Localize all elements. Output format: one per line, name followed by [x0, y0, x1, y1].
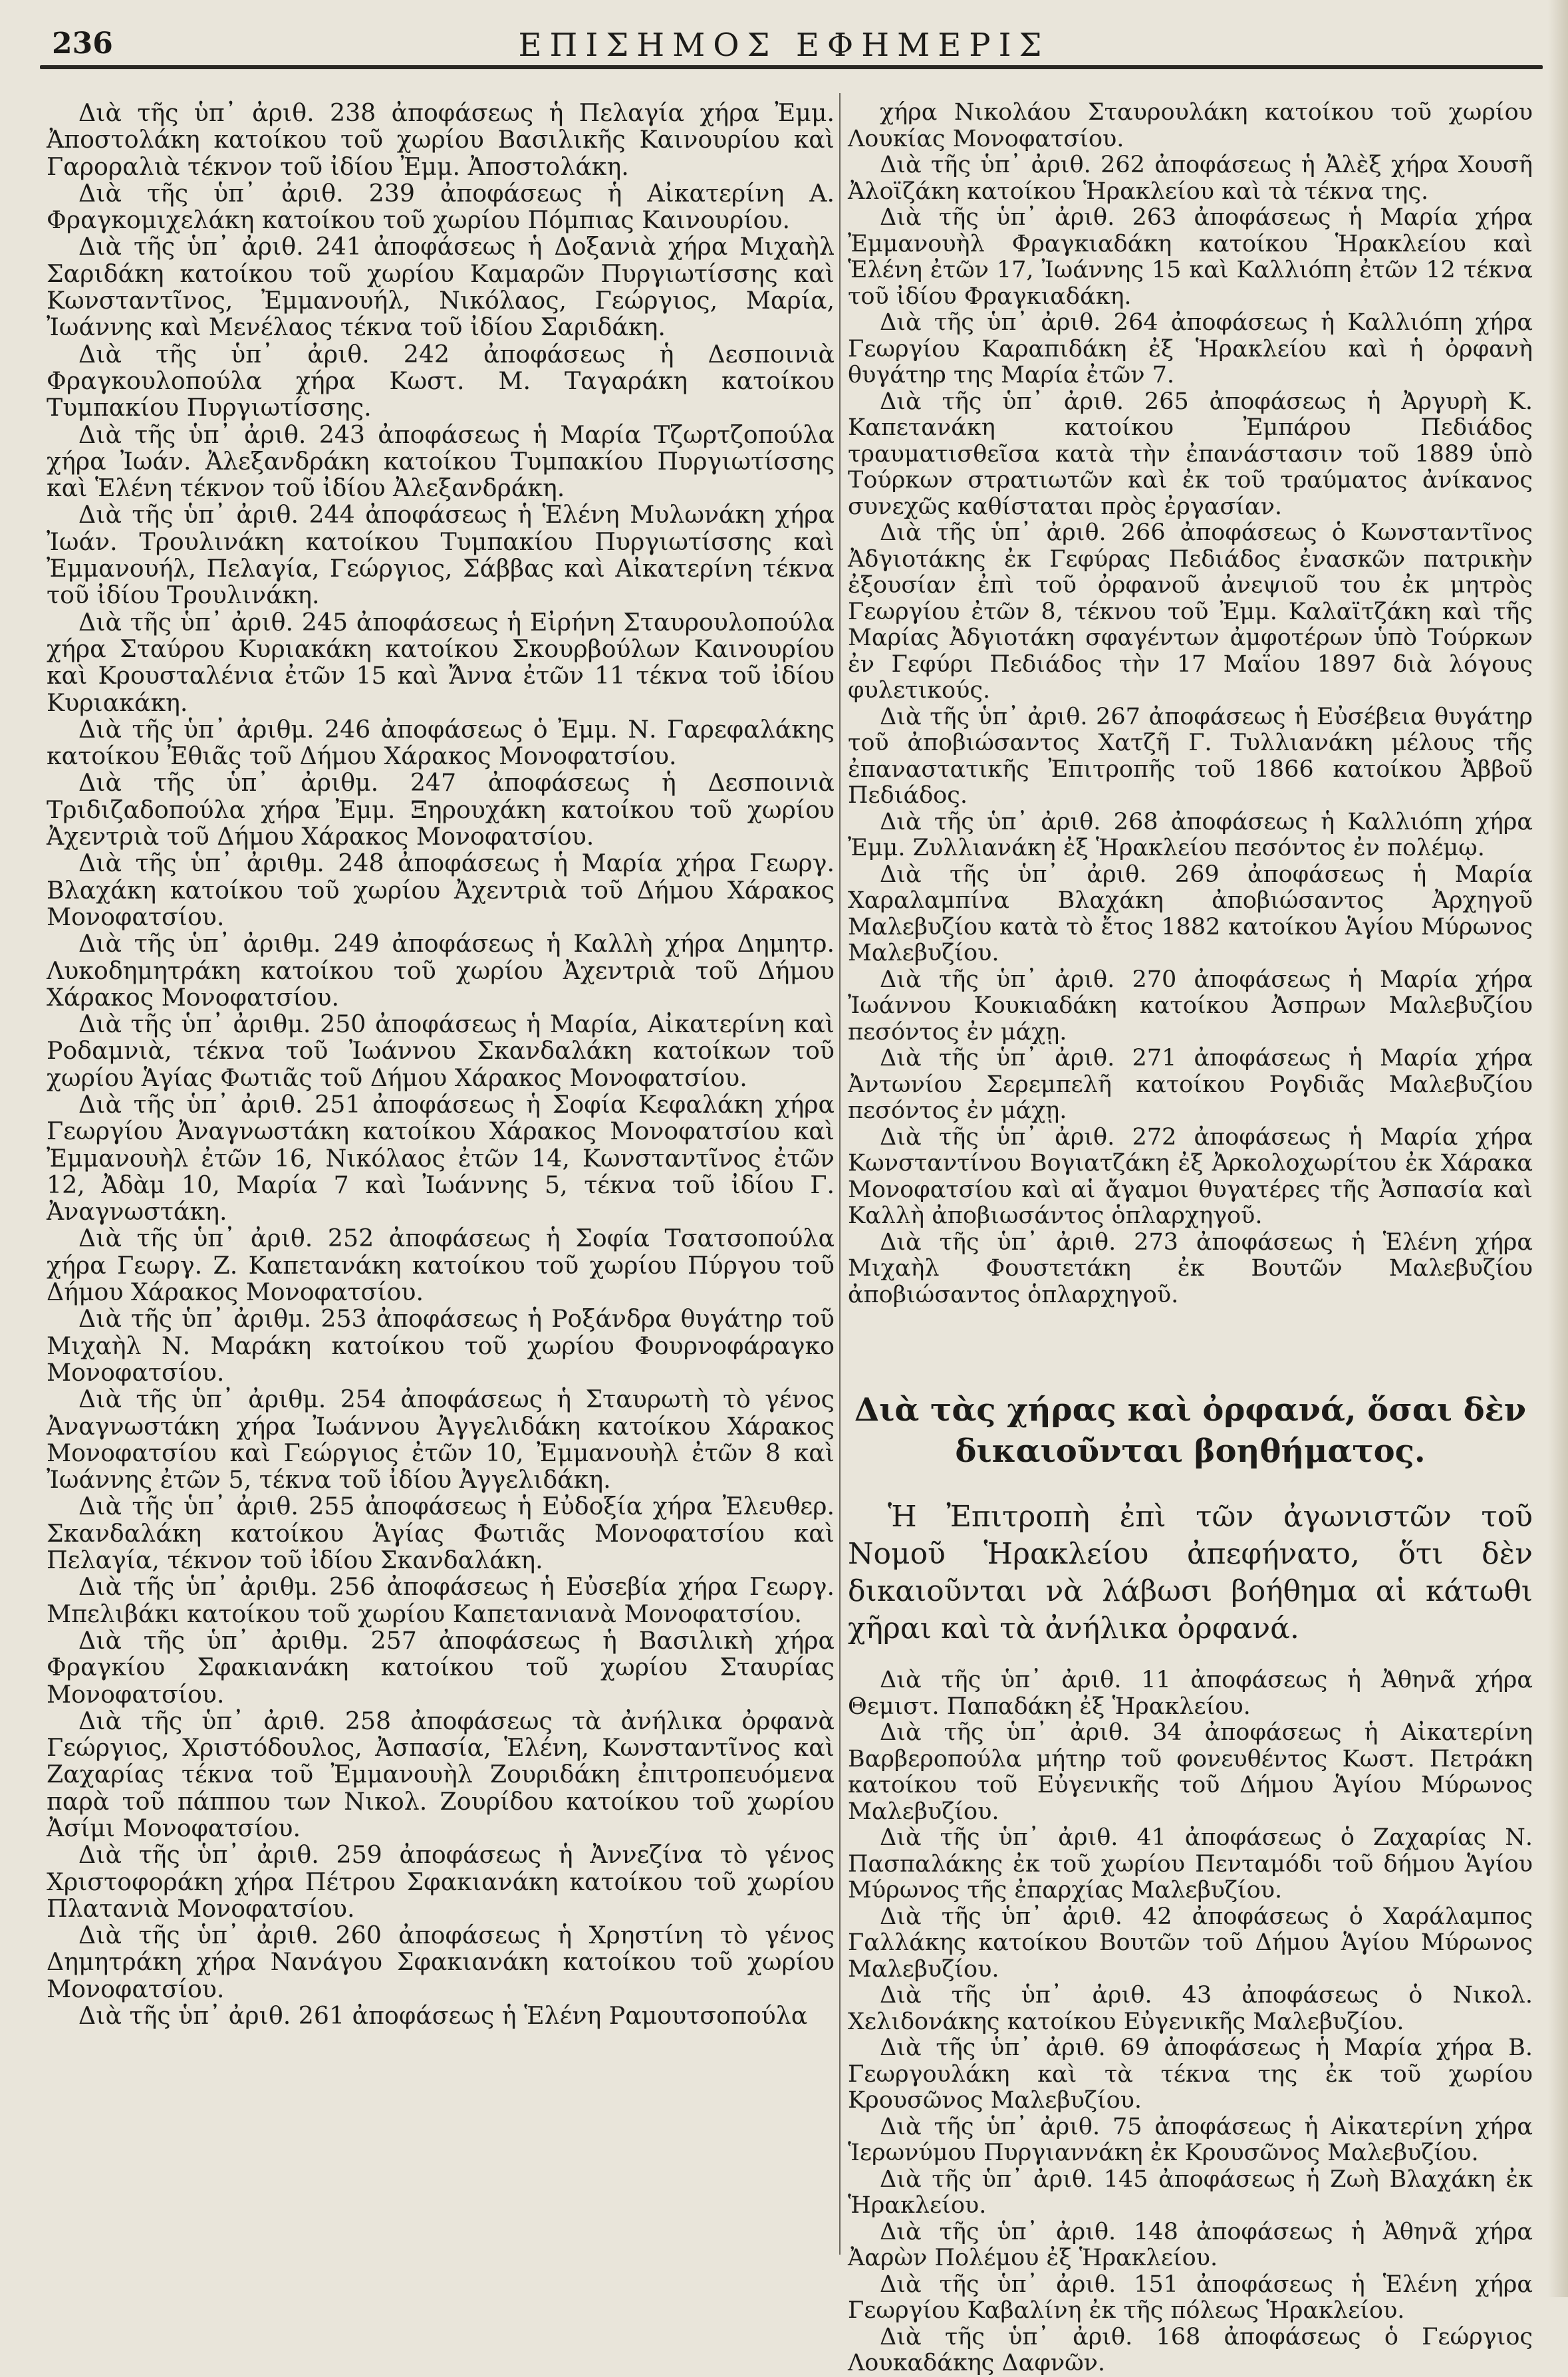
- decision-entry: Διὰ τῆς ὑπ᾿ ἀριθμ. 246 ἀποφάσεως ὁ Ἐμμ. Ν. Γαρεφαλάκης κατοίκου Ἐθιᾶς τοῦ Δήμου Χάρακος Μονοφατσίου.: [47, 714, 835, 771]
- decision-entry: Διὰ τῆς ὑπ᾿ ἀριθ. 239 ἀποφάσεως ἡ Αἰκατερίνη Α. Φραγκομιχελάκη κατοίκου τοῦ χωρίου Πόμπιας Καινουρίου.: [47, 178, 835, 235]
- page-header: [0, 20, 1568, 67]
- decision-entry: Διὰ τῆς ὑπ᾿ ἀριθ. 34 ἀποφάσεως ἡ Αἰκατερίνη Βαρβεροπούλα μήτηρ τοῦ φονευθέντος Κωστ. Πετράκη κατοίκου τοῦ Εὐγενικῆς τοῦ Δήμου Ἁγίου Μύρωνος Μαλεβυζίου.: [848, 1719, 1533, 1825]
- decision-entry: Διὰ τῆς ὑπ᾿ ἀριθ. 151 ἀποφάσεως ἡ Ἑλένη χήρα Γεωργίου Καβαλίνη ἐκ τῆς πόλεως Ἡρακλείου.: [848, 2271, 1533, 2324]
- decision-entry: Διὰ τῆς ὑπ᾿ ἀριθ. 11 ἀποφάσεως ἡ Ἀθηνᾶ χήρα Θεμιστ. Παπαδάκη ἐξ Ἡρακλείου.: [848, 1667, 1533, 1720]
- decision-entry: Διὰ τῆς ὑπ᾿ ἀριθ. 251 ἀποφάσεως ἡ Σοφία Κεφαλάκη χήρα Γεωργίου Ἀναγνωστάκη κατοίκου Χάρακος Μονοφατσίου καὶ Ἐμμανουὴλ ἐτῶν 16, Νικόλαος ἐτῶν 14, Κωνσταντῖνος ἐτῶν 12, Ἀδὰμ 10, Μαρία 7 καὶ Ἰωάννης 5, τέκνα τοῦ ἰδίου Γ. Ἀναγνωστάκη.: [47, 1089, 835, 1226]
- decision-entry: Διὰ τῆς ὑπ᾿ ἀριθ. 271 ἀποφάσεως ἡ Μαρία χήρα Ἀντωνίου Σερεμπελῆ κατοίκου Ρογδιᾶς Μαλεβυζίου πεσόντος ἐν μάχῃ.: [848, 1045, 1533, 1124]
- decision-entry: Διὰ τῆς ὑπ᾿ ἀριθ. 238 ἀποφάσεως ἡ Πελαγία χήρα Ἐμμ. Ἀποστολάκη κατοίκου τοῦ χωρίου Βασιλικῆς Καινουρίου καὶ Γαροραλιὰ τέκνον τοῦ ἰδίου Ἐμμ. Ἀποστολάκη.: [47, 98, 835, 181]
- decision-entry: Διὰ τῆς ὑπ᾿ ἀριθ. 69 ἀποφάσεως ἡ Μαρία χήρα Β. Γεωργουλάκη καὶ τὰ τέκνα της ἐκ τοῦ χωρίου Κρουσῶνος Μαλεβυζίου.: [848, 2034, 1533, 2114]
- decision-entry: Διὰ τῆς ὑπ᾿ ἀριθ. 266 ἀποφάσεως ὁ Κωνσταντῖνος Ἀδγιοτάκης ἐκ Γεφύρας Πεδιάδος ἐνασκῶν πατρικὴν ἐξουσίαν ἐπὶ τοῦ ὀρφανοῦ ἀνεψιοῦ του ἐκ μητρὸς Γεωργίου ἐτῶν 8, τέκνου τοῦ Ἐμμ. Καλαϊτζάκη καὶ τῆς Μαρίας Ἀδγιοτάκη σφαγέντων ἀμφοτέρων ὑπὸ Τούρκων ἐν Γεφύρι Πεδιάδος τὴν 17 Μαΐου 1897 διὰ λόγους φυλετικούς.: [848, 519, 1533, 704]
- decision-entry: Διὰ τῆς ὑπ᾿ ἀριθμ. 249 ἀποφάσεως ἡ Καλλὴ χήρα Δημητρ. Λυκοδημητράκη κατοίκου τοῦ χωρίου Ἀχεντριὰ τοῦ Δήμου Χάρακος Μονοφατσίου.: [47, 929, 835, 1012]
- decision-entry: Διὰ τῆς ὑπ᾿ ἀριθ. 252 ἀποφάσεως ἡ Σοφία Τσατσοπούλα χήρα Γεωργ. Ζ. Καπετανάκη κατοίκου τοῦ χωρίου Πύργου τοῦ Δήμου Χάρακος Μονοφατσίου.: [47, 1224, 835, 1307]
- decision-entry: Διὰ τῆς ὑπ᾿ ἀριθ. 268 ἀποφάσεως ἡ Καλλιόπη χήρα Ἐμμ. Ζυλλιανάκη ἐξ Ἡρακλείου πεσόντος ἐν πολέμῳ.: [848, 808, 1533, 861]
- decision-entry: Διὰ τῆς ὑπ᾿ ἀριθμ. 248 ἀποφάσεως ἡ Μαρία χήρα Γεωργ. Βλαχάκη κατοίκου τοῦ χωρίου Ἀχεντριὰ τοῦ Δήμου Χάρακος Μονοφατσίου.: [47, 849, 835, 931]
- column-divider: [839, 93, 841, 2255]
- decision-entry: Διὰ τῆς ὑπ᾿ ἀριθμ. 247 ἀποφάσεως ἡ Δεσποινιὰ Τριδιζαδοπούλα χήρα Ἐμμ. Ξηρουχάκη κατοίκου τοῦ χωρίου Ἀχεντριὰ τοῦ Δήμου Χάρακος Μονοφατσίου.: [47, 768, 835, 851]
- running-title: ΕΠΙΣΗΜΟΣ ΕΦΗΜΕΡΙΣ: [518, 27, 1050, 64]
- decision-entry: Διὰ τῆς ὑπ᾿ ἀριθ. 243 ἀποφάσεως ἡ Μαρία Τζωρτζοπούλα χήρα Ἰωάν. Ἀλεξανδράκη κατοίκου Τυμπακίου Πυργιωτίσσης καὶ Ἑλένη τέκνον τοῦ ἰδίου Ἀλεξανδράκη.: [47, 420, 835, 503]
- decision-entry: Διὰ τῆς ὑπ᾿ ἀριθ. 168 ἀποφάσεως ὁ Γεώργιος Λουκαδάκης Δαφνῶν.: [848, 2323, 1533, 2376]
- right-column: [848, 100, 1533, 2377]
- decision-entry: Διὰ τῆς ὑπ᾿ ἀριθ. 245 ἀποφάσεως ἡ Εἰρήνη Σταυρουλοπούλα χήρα Σταύρου Κυριακάκη κατοίκου Σκουρβούλων Καινουρίου καὶ Κρουσταλένια ἐτῶν 15 καὶ Ἄννα ἐτῶν 11 τέκνα τοῦ ἰδίου Κυριακάκη.: [47, 607, 835, 717]
- decision-entry: Διὰ τῆς ὑπ᾿ ἀριθ. 260 ἀποφάσεως ἡ Χρηστίνη τὸ γένος Δημητράκη χήρα Νανάγου Σφακιανάκη κατοίκου τοῦ χωρίου Μονοφατσίου.: [47, 1921, 835, 2003]
- decision-entry: Διὰ τῆς ὑπ᾿ ἀριθ. 270 ἀποφάσεως ἡ Μαρία χήρα Ἰωάννου Κουκιαδάκη κατοίκου Ἀσπρων Μαλεβυζίου πεσόντος ἐν μάχῃ.: [848, 966, 1533, 1046]
- decision-entry: Διὰ τῆς ὑπ᾿ ἀριθ. 75 ἀποφάσεως ἡ Αἰκατερίνη χήρα Ἱερωνύμου Πυργιαννάκη ἐκ Κρουσῶνος Μαλεβυζίου.: [848, 2113, 1533, 2166]
- decision-entry: Διὰ τῆς ὑπ᾿ ἀριθμ. 256 ἀποφάσεως ἡ Εὐσεβία χήρα Γεωργ. Μπελιβάκι κατοίκου τοῦ χωρίου Καπετανιανὰ Μονοφατσίου.: [47, 1572, 835, 1628]
- decision-entry: Διὰ τῆς ὑπ᾿ ἀριθ. 269 ἀποφάσεως ἡ Μαρία Χαραλαμπίνα Βλαχάκη ἀποβιώσαντος Ἀρχηγοῦ Μαλεβυζίου κατὰ τὸ ἔτος 1882 κατοίκου Ἁγίου Μύρωνος Μαλεβυζίου.: [848, 861, 1533, 966]
- decision-entry: χήρα Νικολάου Σταυρουλάκη κατοίκου τοῦ χωρίου Λουκίας Μονοφατσίου.: [848, 99, 1533, 152]
- decision-entry: Διὰ τῆς ὑπ᾿ ἀριθ. 145 ἀποφάσεως ἡ Ζωὴ Βλαχάκη ἐκ Ἡρακλείου.: [848, 2166, 1533, 2219]
- decision-entry: Διὰ τῆς ὑπ᾿ ἀριθ. 148 ἀποφάσεως ἡ Ἀθηνᾶ χήρα Ἀαρὼν Πολέμου ἐξ Ἡρακλείου.: [848, 2218, 1533, 2271]
- decision-entry: Διὰ τῆς ὑπ᾿ ἀριθ. 261 ἀποφάσεως ἡ Ἑλένη Ραμουτσοπούλα: [78, 2001, 808, 2030]
- decision-entry: Διὰ τῆς ὑπ᾿ ἀριθ. 42 ἀποφάσεως ὁ Χαράλαμπος Γαλλάκης κατοίκου Βουτῶν τοῦ Δήμου Ἁγίου Μύρωνος Μαλεβυζίου.: [848, 1903, 1533, 1983]
- decision-entry: Διὰ τῆς ὑπ᾿ ἀριθμ. 250 ἀποφάσεως ἡ Μαρία, Αἰκατερίνη καὶ Ροδαμνιὰ, τέκνα τοῦ Ἰωάννου Σκανδαλάκη κατοίκων τοῦ χωρίου Ἁγίας Φωτιᾶς τοῦ Δήμου Χάρακος Μονοφατσίου.: [47, 1010, 835, 1092]
- page-number: 236: [52, 27, 113, 61]
- decision-entry: Διὰ τῆς ὑπ᾿ ἀριθ. 258 ἀποφάσεως τὰ ἀνήλικα ὀρφανὰ Γεώργιος, Χριστόδουλος, Ἀσπασία, Ἑλένη, Κωνσταντῖνος καὶ Ζαχαρίας τέκνα τοῦ Ἐμμανουὴλ Ζουριδάκη ἐπιτροπευόμενα παρὰ τοῦ πάππου των Νικολ. Ζουρίδου κατοίκου τοῦ χωρίου Ἀσίμι Μονοφατσίου.: [47, 1706, 835, 1842]
- decision-entry: Διὰ τῆς ὑπ᾿ ἀριθ. 41 ἀποφάσεως ὁ Ζαχαρίας Ν. Πασπαλάκης ἐκ τοῦ χωρίου Πενταμόδι τοῦ δήμου Ἁγίου Μύρωνος τῆς ἐπαρχίας Μαλεβυζίου.: [848, 1824, 1533, 1903]
- decision-entry: Διὰ τῆς ὑπ᾿ ἀριθ. 241 ἀποφάσεως ἡ Δοξανιὰ χήρα Μιχαὴλ Σαριδάκη κατοίκου τοῦ χωρίου Καμαρῶν Πυργιωτίσσης καὶ Κωνσταντῖνος, Ἐμμανουήλ, Νικόλαος, Γεώργιος, Μαρία, Ἰωάννης καὶ Μενέλαος τέκνα τοῦ ἰδίου Σαριδάκη.: [47, 232, 835, 342]
- decision-entry: Διὰ τῆς ὑπ᾿ ἀριθ. 263 ἀποφάσεως ἡ Μαρία χήρα Ἐμμανουὴλ Φραγκιαδάκη κατοίκου Ἡρακλείου καὶ Ἑλένη ἐτῶν 17, Ἰωάννης 15 καὶ Καλλιόπη ἐτῶν 12 τέκνα τοῦ ἰδίου Φραγκιαδάκη.: [848, 204, 1533, 310]
- section-heading: Διὰ τὰς χήρας καὶ ὀρφανά, ὅσαι δὲν δικαιοῦνται βοηθήματος.: [854, 1391, 1527, 1470]
- header-rule: [40, 65, 1543, 69]
- decision-entry: Διὰ τῆς ὑπ᾿ ἀριθ. 255 ἀποφάσεως ἡ Εὐδοξία χήρα Ἐλευθερ. Σκανδαλάκη κατοίκου Ἁγίας Φωτιᾶς Μονοφατσίου καὶ Πελαγία, τέκνον τοῦ ἰδίου Σκανδαλάκη.: [47, 1492, 835, 1575]
- decision-entry: Διὰ τῆς ὑπ᾿ ἀριθμ. 257 ἀποφάσεως ἡ Βασιλικὴ χήρα Φραγκίου Σφακιανάκη κατοίκου τοῦ χωρίου Σταυρίας Μονοφατσίου.: [47, 1625, 835, 1709]
- page-edge-shadow: [1548, 0, 1568, 2297]
- decision-entry: Διὰ τῆς ὑπ᾿ ἀριθ. 242 ἀποφάσεως ἡ Δεσποινιὰ Φραγκουλοπούλα χήρα Κωστ. Μ. Ταγαράκη κατοίκου Τυμπακίου Πυργιωτίσσης.: [47, 339, 835, 422]
- decision-entry: Διὰ τῆς ὑπ᾿ ἀριθ. 43 ἀποφάσεως ὁ Νικολ. Χελιδονάκης κατοίκου Εὐγενικῆς Μαλεβυζίου.: [848, 1982, 1533, 2035]
- decision-entry: Διὰ τῆς ὑπ᾿ ἀριθ. 259 ἀποφάσεως ἡ Ἀννεζίνα τὸ γένος Χριστοφοράκη χήρα Πέτρου Σφακιανάκη κατοίκου τοῦ χωρίου Πλατανιὰ Μονοφατσίου.: [47, 1840, 835, 1923]
- decision-entry: Διὰ τῆς ὑπ᾿ ἀριθ. 267 ἀποφάσεως ἡ Εὐσέβεια θυγάτηρ τοῦ ἀποβιώσαντος Χατζῆ Γ. Τυλλιανάκη μέλους τῆς ἐπαναστατικῆς Ἐπιτροπῆς τοῦ 1866 κατοίκου Ἀββοῦ Πεδιάδος.: [848, 703, 1533, 809]
- decision-entry: Διὰ τῆς ὑπ᾿ ἀριθ. 244 ἀποφάσεως ἡ Ἑλένη Μυλωνάκη χήρα Ἰωάν. Τρουλινάκη κατοίκου Τυμπακίου Πυργιωτίσσης καὶ Ἐμμανουήλ, Πελαγία, Γεώργιος, Σάββας καὶ Αἰκατερίνη τέκνα τοῦ ἰδίου Τρουλινάκη.: [47, 500, 835, 610]
- decision-entry: Διὰ τῆς ὑπ᾿ ἀριθμ. 253 ἀποφάσεως ἡ Ροξάνδρα θυγάτηρ τοῦ Μιχαὴλ Ν. Μαράκη κατοίκου τοῦ χωρίου Φουρνοφάραγκο Μονοφατσίου.: [47, 1304, 835, 1387]
- decision-entry: Διὰ τῆς ὑπ᾿ ἀριθ. 265 ἀποφάσεως ἡ Ἀργυρὴ Κ. Καπετανάκη κατοίκου Ἐμπάρου Πεδιάδος τραυματισθεῖσα κατὰ τὴν ἐπανάστασιν τοῦ 1889 ὑπὸ Τούρκων στρατιωτῶν καὶ ἐκ τοῦ τραύματος ἀνίκανος συνεχῶς καθίσταται πρὸς ἐργασίαν.: [848, 388, 1533, 520]
- decision-entry: Διὰ τῆς ὑπ᾿ ἀριθ. 273 ἀποφάσεως ἡ Ἑλένη χήρα Μιχαὴλ Φουστετάκη ἐκ Βουτῶν Μαλεβυζίου ἀποβιώσαντος ὁπλαρχηγοῦ.: [848, 1228, 1533, 1308]
- decision-entry: Διὰ τῆς ὑπ᾿ ἀριθ. 264 ἀποφάσεως ἡ Καλλιόπη χήρα Γεωργίου Καραπιδάκη ἐξ Ἡρακλείου καὶ ἡ ὀρφανὴ θυγάτηρ της Μαρία ἐτῶν 7.: [848, 309, 1533, 388]
- decision-entry: Διὰ τῆς ὑπ᾿ ἀριθ. 272 ἀποφάσεως ἡ Μαρία χήρα Κωνσταντίνου Βογιατζάκη ἐξ Ἀρκολοχωρίτου ἐκ Χάρακα Μονοφατσίου καὶ αἱ ἄγαμοι θυγατέρες τῆς Ἀσπασία καὶ Καλλὴ ἀποβιωσάντος ὁπλαρχηγοῦ.: [848, 1123, 1533, 1229]
- left-column: [47, 100, 835, 2029]
- section-intro: Ἡ Ἐπιτροπὴ ἐπὶ τῶν ἀγωνιστῶν τοῦ Νομοῦ Ἡρακλείου ἀπεφήνατο, ὅτι δὲν δικαιοῦνται νὰ λάβωσι βοήθημα αἱ κάτωθι χῆραι καὶ τὰ ἀνήλικα ὀρφανά.: [848, 1500, 1533, 1645]
- decision-entry: Διὰ τῆς ὑπ᾿ ἀριθμ. 254 ἀποφάσεως ἡ Σταυρωτὴ τὸ γένος Ἀναγνωστάκη χήρα Ἰωάννου Ἀγγελιδάκη κατοίκου Χάρακος Μονοφατσίου καὶ Γεώργιος ἐτῶν 10, Ἐμμανουὴλ ἐτῶν 8 καὶ Ἰωάννης ἐτῶν 5, τέκνα τοῦ ἰδίου Ἀγγελιδάκη.: [47, 1385, 835, 1494]
- decision-entry: Διὰ τῆς ὑπ᾿ ἀριθ. 262 ἀποφάσεως ἡ Ἀλὲξ χήρα Χουσῆ Ἀλοϊζάκη κατοίκου Ἡρακλείου καὶ τὰ τέκνα της.: [848, 152, 1533, 205]
